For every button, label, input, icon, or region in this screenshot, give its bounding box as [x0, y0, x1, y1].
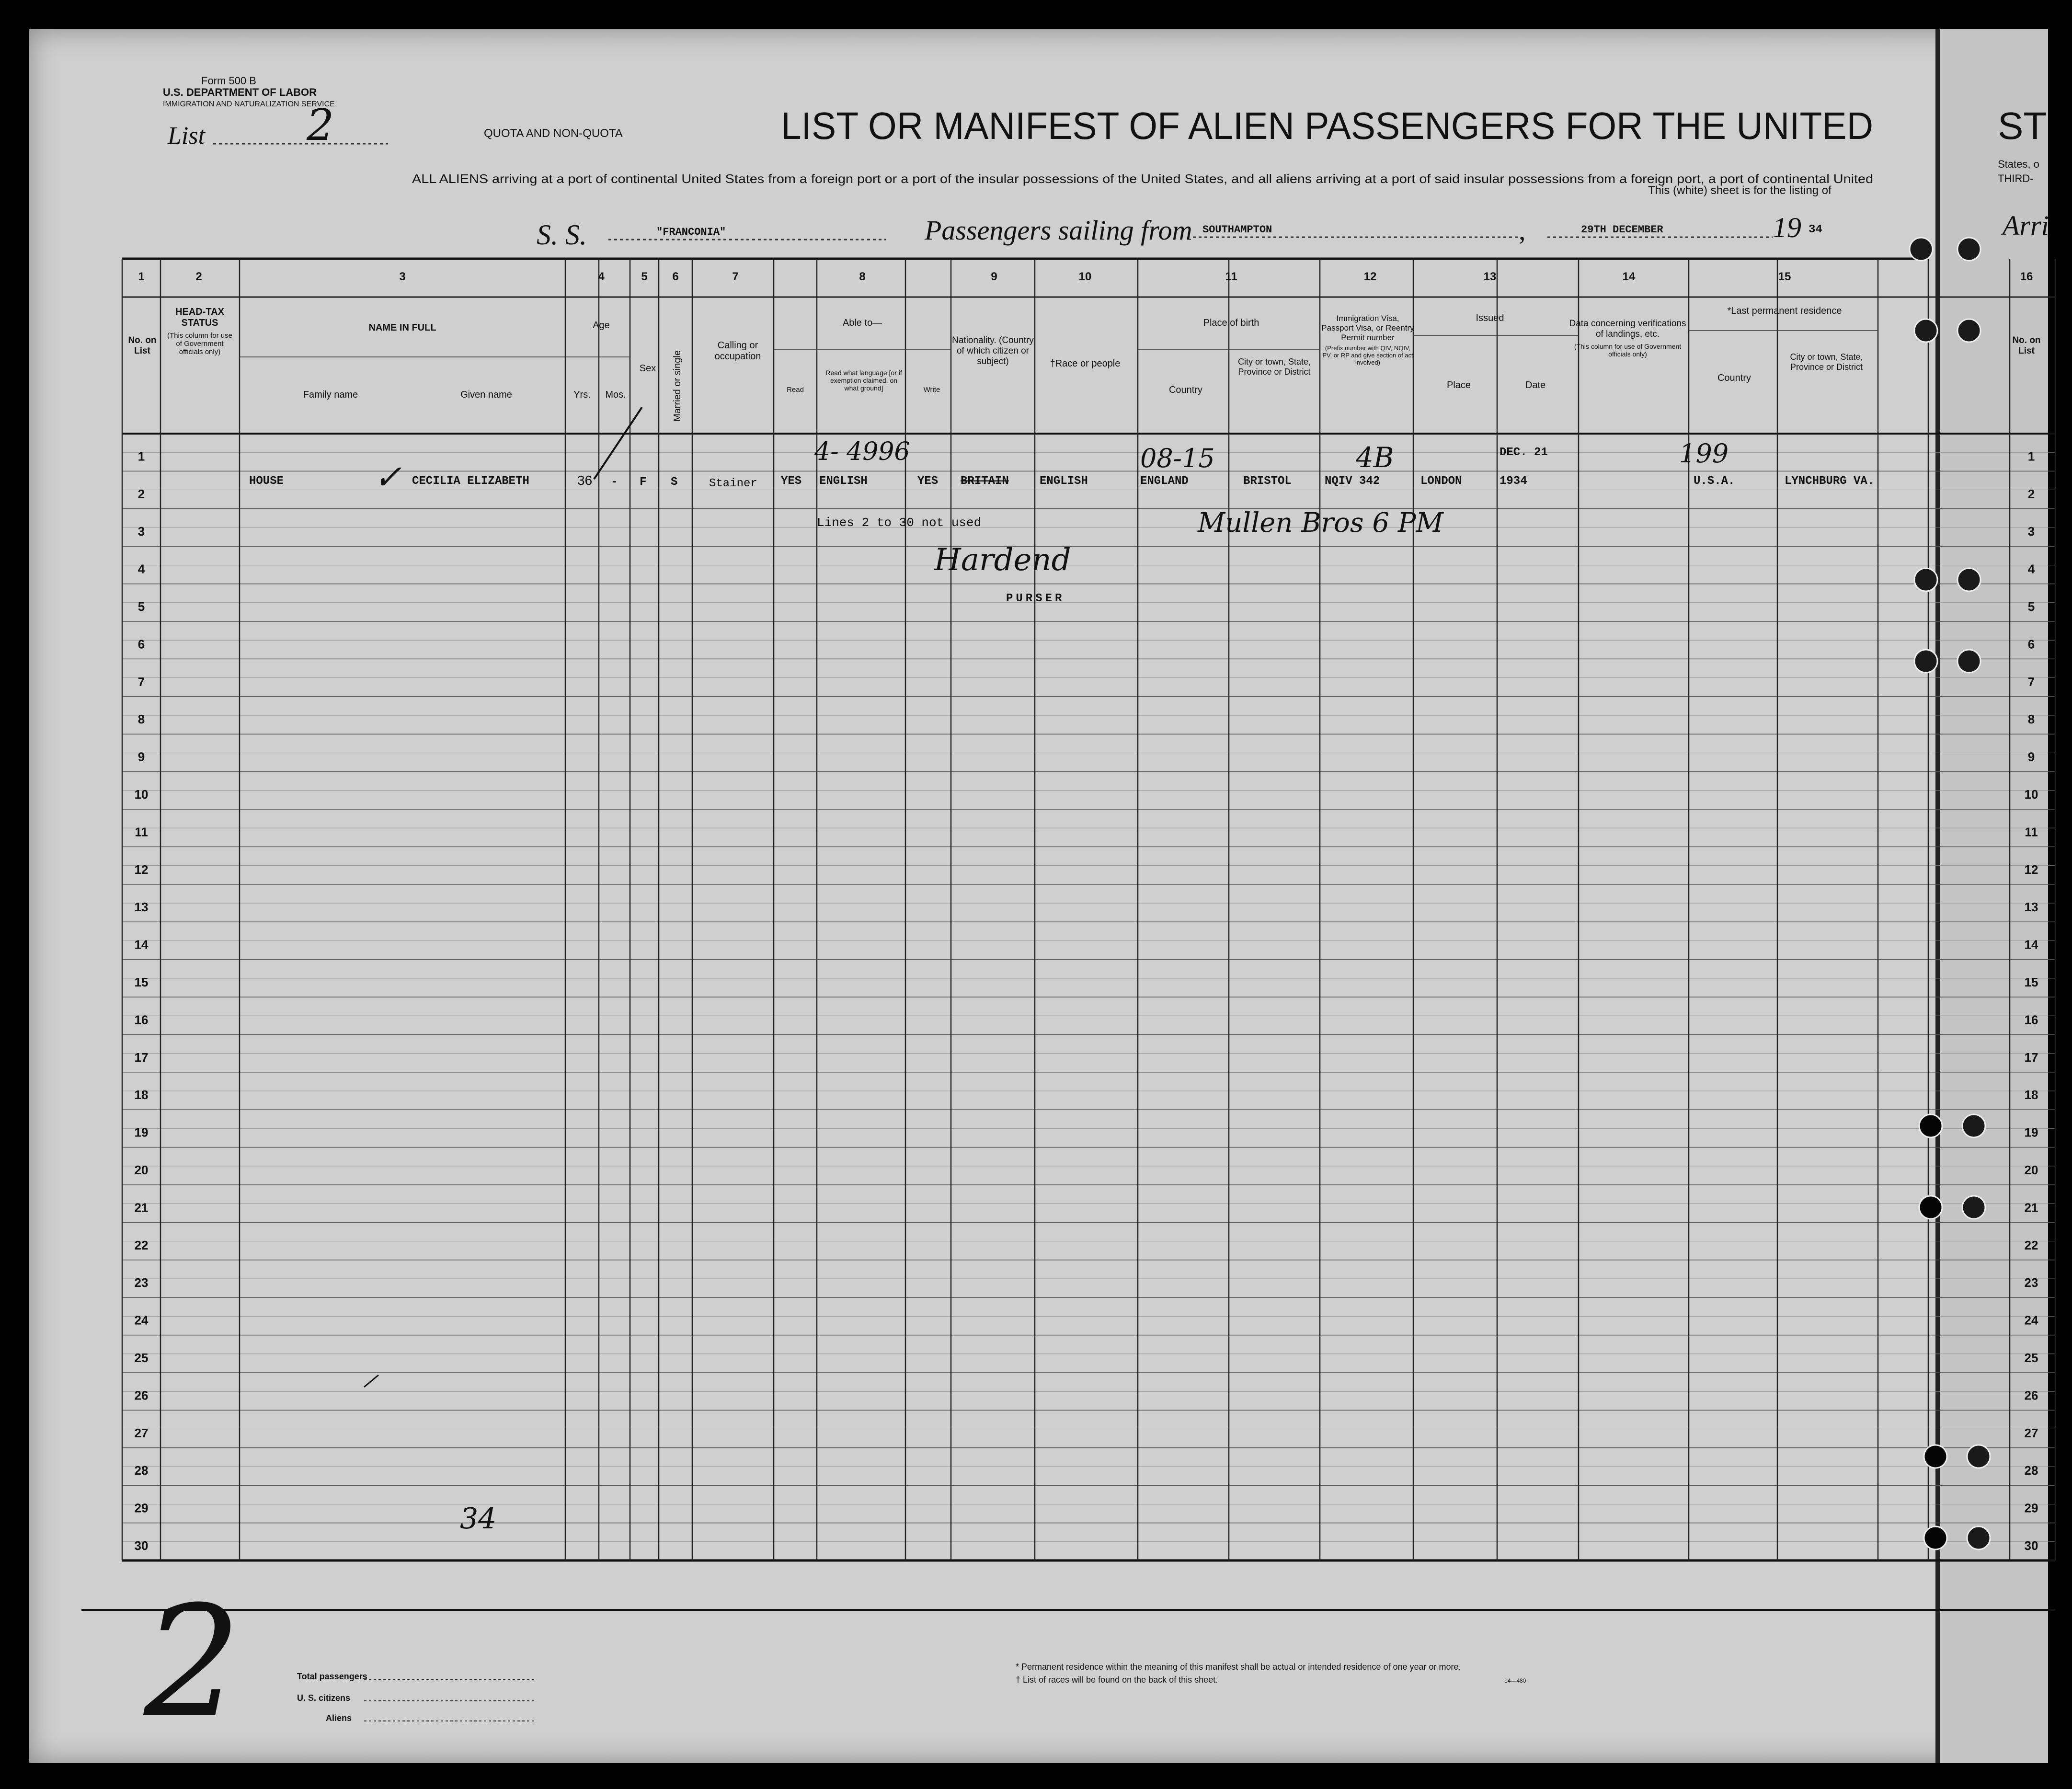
- total-passengers-label: Total passengers: [297, 1672, 367, 1681]
- col-header-able: Able to—: [842, 318, 882, 328]
- row-number-right: 28: [2024, 1463, 2038, 1478]
- punch-hole: [1910, 238, 1933, 261]
- purser-signature: Hardend: [934, 542, 1071, 578]
- row-number-left: 18: [134, 1088, 149, 1102]
- punch-hole: [1924, 1526, 1947, 1549]
- row-number-left: 12: [134, 862, 149, 877]
- col-num: 3: [399, 270, 406, 283]
- col-header-residence: *Last permanent residence: [1727, 306, 1842, 316]
- read-language: ENGLISH: [819, 475, 868, 488]
- col-header-verifications: Data concerning verifications of landings, etc. (This column for use of Government officials only): [1569, 319, 1686, 358]
- col-num: 13: [1483, 270, 1497, 283]
- col-num: 2: [195, 270, 202, 283]
- year-prefix: 19: [1773, 212, 1801, 243]
- row-number-right: 3: [2027, 524, 2035, 539]
- footnote-residence: * Permanent residence within the meaning of this manifest shall be actual or intended residence of one year or more.: [1016, 1662, 1461, 1672]
- row-number-left: 6: [137, 637, 145, 652]
- manifest-subtitle-2: This (white) sheet is for the listing of: [1648, 184, 1832, 197]
- race: ENGLISH: [1040, 475, 1088, 488]
- birth-country: ENGLAND: [1140, 475, 1189, 488]
- col-header-given: Given name: [460, 390, 512, 400]
- col-num: 9: [991, 270, 997, 283]
- row-number-left: 15: [134, 975, 149, 990]
- birth-code: 08-15: [1140, 443, 1215, 473]
- row-number-left: 16: [134, 1012, 149, 1027]
- manifest-title: LIST OR MANIFEST OF ALIEN PASSENGERS FOR THE UNITED: [781, 104, 1873, 147]
- col-num: 8: [859, 270, 866, 283]
- col-header-issued-date: Date: [1525, 380, 1546, 390]
- row-number-left: 30: [134, 1538, 149, 1553]
- col-num: 10: [1078, 270, 1092, 283]
- col-header-family: Family name: [303, 390, 358, 400]
- aliens-label: Aliens: [326, 1713, 352, 1723]
- row-number-right: 22: [2024, 1238, 2038, 1252]
- col-num: 14: [1622, 270, 1636, 283]
- row-number-left: 21: [134, 1200, 149, 1215]
- occupation: Stainer: [709, 477, 757, 490]
- col-num: 16: [2020, 270, 2033, 283]
- col-header-res-country: Country: [1717, 373, 1751, 383]
- form-number: Form 500 B: [201, 75, 256, 87]
- col-header-birth-country: Country: [1168, 385, 1203, 395]
- row-number-right: 26: [2024, 1388, 2038, 1403]
- row-number-right: 27: [2024, 1425, 2038, 1440]
- big-numeral: 2: [144, 1573, 241, 1752]
- punch-hole: [1958, 568, 1980, 591]
- service-label: IMMIGRATION AND NATURALIZATION SERVICE: [163, 100, 335, 108]
- row-number-left: 28: [134, 1463, 149, 1478]
- issued-year: 1934: [1500, 475, 1527, 488]
- sex: F: [640, 476, 647, 489]
- col-num: 6: [672, 270, 679, 283]
- row-number-right: 9: [2027, 749, 2035, 764]
- check-mark: ✓: [374, 458, 402, 497]
- punch-hole: [1962, 1196, 1985, 1219]
- row-number-right: 8: [2027, 712, 2035, 727]
- row-number-left: 8: [137, 712, 145, 727]
- punch-hole: [1919, 1196, 1942, 1219]
- col-header-issued: Issued: [1476, 313, 1504, 323]
- quota-label: QUOTA AND NON-QUOTA: [484, 127, 623, 140]
- col-header-marital: Married or single: [672, 350, 683, 422]
- row-number-left: 23: [134, 1275, 149, 1290]
- row-number-right: 19: [2024, 1125, 2038, 1140]
- row-number-left: 5: [137, 599, 145, 614]
- row-number-right: 7: [2027, 674, 2035, 689]
- row-number-left: 29: [134, 1501, 149, 1515]
- row-number-left: 10: [134, 787, 149, 802]
- hand-note: Mullen Bros 6 PM: [1198, 507, 1443, 539]
- row-number-left: 2: [137, 486, 145, 501]
- footnote-races: † List of races will be found on the back of this sheet.: [1016, 1675, 1218, 1685]
- row-number-right: 1: [2027, 449, 2035, 464]
- row-number-right: 18: [2024, 1088, 2038, 1102]
- row-number-left: 17: [134, 1050, 149, 1065]
- col-header-occupation: Calling or occupation: [714, 340, 761, 362]
- residence-city: LYNCHBURG VA.: [1785, 475, 1875, 488]
- col-header-no: No. on List: [128, 335, 157, 356]
- row-number-left: 14: [134, 937, 149, 952]
- col-header-res-city: City or town, State, Province or District: [1790, 352, 1863, 372]
- row-number-left: 1: [137, 449, 145, 464]
- col-num: 1: [138, 270, 145, 283]
- row-number-right: 24: [2024, 1313, 2038, 1328]
- col-header-nationality: Nationality. (Country of which citizen or subject): [952, 335, 1034, 367]
- col-header-mos: Mos.: [605, 390, 626, 400]
- col-header-headtax: HEAD-TAX STATUS (This column for use of Government officials only): [167, 307, 232, 356]
- row-number-left: 3: [137, 524, 145, 539]
- departure-port: SOUTHAMPTON: [1202, 224, 1272, 236]
- col-header-visa: Immigration Visa, Passport Visa, or Reentry Permit number (Prefix number with QIV, NQIV, PV, or RP and give section of act involved): [1321, 314, 1414, 366]
- tick-mark: [364, 1375, 378, 1387]
- next-page-title: ST: [1998, 104, 2047, 147]
- residence-country: U.S.A.: [1694, 475, 1735, 488]
- row-number-left: 13: [134, 900, 149, 915]
- manifest-subtitle: ALL ALIENS arriving at a port of continental United States from a foreign port or a port of the insular possessions of the United States, and all aliens arriving at a port of said insular possessions from a foreign port, a port of continental United: [412, 172, 1874, 186]
- footer: [297, 1662, 1526, 1723]
- age-months: -: [611, 476, 618, 489]
- issued-date: DEC. 21: [1500, 446, 1548, 459]
- ship-name: "FRANCONIA": [656, 226, 726, 238]
- us-citizens-label: U. S. citizens: [297, 1693, 351, 1703]
- row-number-right: 11: [2025, 825, 2038, 839]
- ss-label: S. S.: [537, 219, 587, 251]
- punch-hole: [1962, 1114, 1985, 1137]
- can-read: YES: [781, 475, 802, 488]
- handwritten-notes: [141, 407, 1729, 1752]
- row-number-left: 11: [135, 825, 148, 839]
- age-years: 36: [577, 473, 593, 488]
- row-number-right: 2: [2027, 486, 2035, 501]
- punch-hole: [1924, 1445, 1947, 1468]
- birth-city: BRISTOL: [1243, 475, 1292, 488]
- row-number-left: 22: [134, 1238, 149, 1252]
- slash-mark: [594, 407, 642, 479]
- row-number-right: 17: [2024, 1050, 2038, 1065]
- col-header-read: Read: [787, 386, 804, 394]
- row-number-right: 5: [2027, 599, 2035, 614]
- row-number-right: 20: [2024, 1163, 2038, 1178]
- col-header-yrs: Yrs.: [573, 390, 591, 400]
- can-write: YES: [917, 475, 939, 488]
- nationality: BRITAIN: [961, 475, 1009, 488]
- visa-number: NQIV 342: [1325, 475, 1380, 488]
- row-numbers: [135, 449, 2038, 1553]
- row-number-right: 23: [2024, 1275, 2038, 1290]
- col-header-write: Write: [923, 386, 940, 394]
- col-num: 15: [1778, 270, 1791, 283]
- row-number-left: 26: [134, 1388, 149, 1403]
- page-number: 34: [460, 1502, 497, 1536]
- list-label: List: [168, 122, 206, 149]
- col-header-birth-city: City or town, State, Province or District: [1237, 357, 1311, 377]
- family-name: HOUSE: [249, 475, 284, 488]
- marital-status: S: [671, 476, 678, 489]
- row-number-right: 15: [2024, 975, 2038, 990]
- given-name: CECILIA ELIZABETH: [412, 475, 529, 488]
- col-header-language: Read what language [or if exemption claimed, on what ground]: [825, 369, 902, 392]
- punch-hole: [1958, 650, 1980, 673]
- col-header-name: NAME IN FULL: [368, 322, 436, 333]
- row-number-right: 30: [2024, 1538, 2038, 1553]
- next-page-sub2: THIRD-: [1998, 172, 2034, 184]
- col-num: 7: [732, 270, 739, 283]
- row-number-right: 13: [2024, 900, 2038, 915]
- col-num: 12: [1363, 270, 1377, 283]
- residence-code: 199: [1679, 438, 1729, 469]
- col-header-issued-place: Place: [1446, 380, 1471, 390]
- list-number: 2: [307, 100, 334, 150]
- punch-hole: [1919, 1114, 1942, 1137]
- col-header-race: †Race or people: [1050, 358, 1121, 369]
- punch-hole: [1958, 319, 1980, 342]
- comma: ,: [1519, 215, 1526, 246]
- punch-hole: [1967, 1445, 1990, 1468]
- row-number-right: 10: [2024, 787, 2038, 802]
- col-header-sex: Sex: [639, 363, 656, 374]
- row-number-right: 16: [2024, 1012, 2038, 1027]
- row-number-left: 20: [134, 1163, 149, 1178]
- col-num: 11: [1225, 270, 1237, 283]
- col-num: 5: [641, 270, 648, 283]
- row-number-right: 29: [2024, 1501, 2038, 1515]
- row-number-left: 19: [134, 1125, 149, 1140]
- departure-date: 29TH DECEMBER: [1581, 224, 1663, 236]
- col-header-age: Age: [593, 320, 610, 331]
- next-page-arr: Arri: [2003, 210, 2049, 241]
- issued-place: LONDON: [1420, 475, 1462, 488]
- row-number-left: 24: [134, 1313, 149, 1328]
- language-code: 4- 4996: [814, 437, 910, 466]
- row-number-left: 7: [137, 674, 145, 689]
- department-label: U.S. DEPARTMENT OF LABOR: [163, 86, 317, 98]
- row-number-right: 21: [2024, 1200, 2038, 1215]
- row-number-right: 12: [2024, 862, 2038, 877]
- punch-hole: [1967, 1526, 1990, 1549]
- col-header-birthplace: Place of birth: [1203, 318, 1259, 328]
- punch-hole: [1914, 568, 1937, 591]
- column-numbers: [138, 270, 2033, 283]
- year-suffix: 34: [1809, 223, 1822, 236]
- row-number-right: 25: [2024, 1351, 2038, 1365]
- visa-handwritten: 4B: [1356, 441, 1394, 474]
- purser-label: PURSER: [1006, 592, 1065, 605]
- sailing-label: Passengers sailing from: [925, 215, 1192, 246]
- form-code: 14—480: [1504, 1677, 1526, 1684]
- row-number-left: 25: [134, 1351, 149, 1365]
- row-number-left: 9: [137, 749, 145, 764]
- col-num: 4: [598, 270, 605, 283]
- lines-not-used: Lines 2 to 30 not used: [817, 516, 982, 530]
- column-headers: [126, 306, 2043, 422]
- punch-hole: [1958, 238, 1980, 261]
- row-number-right: 6: [2027, 637, 2035, 652]
- row-number-left: 27: [134, 1425, 149, 1440]
- next-page-sub1: States, o: [1998, 158, 2039, 170]
- col-header-no-right: No. on List: [2012, 335, 2041, 356]
- punch-hole: [1914, 319, 1937, 342]
- row-number-left: 4: [137, 562, 145, 576]
- row-number-right: 4: [2027, 562, 2035, 576]
- row-number-right: 14: [2024, 937, 2038, 952]
- punch-hole: [1914, 650, 1937, 673]
